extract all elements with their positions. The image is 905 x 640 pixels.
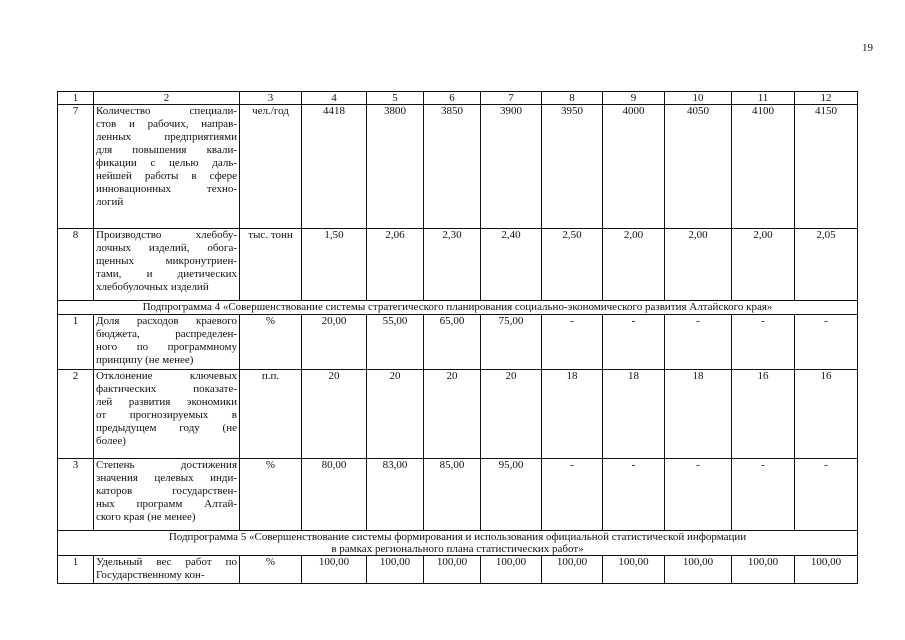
- indicator-name-line: значения целевых инди-: [96, 472, 237, 484]
- table-row: [58, 105, 858, 229]
- value-cell: 100,00: [732, 556, 795, 584]
- value-cell: 3900: [481, 105, 542, 229]
- page-number: 19: [862, 42, 873, 54]
- indicator-name-line: более): [96, 435, 126, 447]
- indicator-name-line: Государственному кон-: [96, 569, 205, 581]
- table-row: [58, 315, 858, 370]
- indicator-name-line: Количество специали-: [96, 105, 237, 117]
- value-cell: -: [732, 459, 795, 531]
- header-cell: 9: [603, 92, 665, 105]
- row-number: 7: [58, 105, 94, 229]
- value-cell: 18: [603, 370, 665, 459]
- value-cell: 20: [302, 370, 367, 459]
- value-cell: 20: [424, 370, 481, 459]
- value-cell: 4418: [302, 105, 367, 229]
- header-cell: 8: [542, 92, 603, 105]
- value-cell: 2,40: [481, 229, 542, 301]
- indicator-name: [94, 370, 240, 459]
- indicator-name-line: нейшей работы в сфере: [96, 170, 237, 182]
- header-cell: 11: [732, 92, 795, 105]
- header-cell: 10: [665, 92, 732, 105]
- value-cell: 2,05: [795, 229, 858, 301]
- value-cell: -: [665, 315, 732, 370]
- value-cell: 16: [732, 370, 795, 459]
- value-cell: 100,00: [424, 556, 481, 584]
- value-cell: -: [795, 315, 858, 370]
- indicator-name-line: хлебобулочных изделий: [96, 281, 209, 293]
- value-cell: 2,06: [367, 229, 424, 301]
- header-cell: 12: [795, 92, 858, 105]
- header-cell: 3: [240, 92, 302, 105]
- indicator-name-line: лочных изделий, обога-: [96, 242, 237, 254]
- value-cell: 2,50: [542, 229, 603, 301]
- header-cell: 2: [94, 92, 240, 105]
- indicator-name-line: ного по программному: [96, 341, 237, 353]
- header-cell: 7: [481, 92, 542, 105]
- value-cell: 3800: [367, 105, 424, 229]
- value-cell: 75,00: [481, 315, 542, 370]
- value-cell: -: [603, 459, 665, 531]
- row-number: 3: [58, 459, 94, 531]
- value-cell: -: [795, 459, 858, 531]
- indicator-name-line: бюджета, распределен-: [96, 328, 237, 340]
- section-row: [58, 301, 858, 315]
- indicator-name-line: стов и рабочих, направ-: [96, 118, 237, 130]
- indicator-name-line: каторов государствен-: [96, 485, 237, 497]
- indicator-name: [94, 315, 240, 370]
- value-cell: 4100: [732, 105, 795, 229]
- indicator-name-line: ленных предприятиями: [96, 131, 237, 143]
- value-cell: 4050: [665, 105, 732, 229]
- value-cell: 3850: [424, 105, 481, 229]
- indicator-name: [94, 556, 240, 584]
- value-cell: 4000: [603, 105, 665, 229]
- subprogram-5-title-line1: Подпрограмма 5 «Совершенствование системы формирования и использования официальной статистической информации: [168, 531, 747, 543]
- header-cell: 1: [58, 92, 94, 105]
- indicator-name-line: тами, и диетических: [96, 268, 237, 280]
- value-cell: 55,00: [367, 315, 424, 370]
- unit-cell: %: [240, 459, 302, 531]
- value-cell: 83,00: [367, 459, 424, 531]
- unit-cell: тыс. тонн: [240, 229, 302, 301]
- indicator-name-line: Удельный вес работ по: [96, 556, 237, 568]
- value-cell: 100,00: [302, 556, 367, 584]
- unit-cell: %: [240, 315, 302, 370]
- header-row: [58, 92, 858, 105]
- value-cell: 18: [665, 370, 732, 459]
- indicator-name-line: ского края (не менее): [96, 511, 196, 523]
- indicator-name-line: инновационных техно-: [96, 183, 237, 195]
- indicator-name: [94, 229, 240, 301]
- indicator-name-line: для повышения квали-: [96, 144, 237, 156]
- value-cell: 100,00: [795, 556, 858, 584]
- value-cell: 2,00: [732, 229, 795, 301]
- value-cell: 2,00: [665, 229, 732, 301]
- indicator-name-line: лей развития экономики: [96, 396, 237, 408]
- value-cell: 100,00: [665, 556, 732, 584]
- value-cell: 16: [795, 370, 858, 459]
- subprogram-5-title: [58, 531, 858, 556]
- value-cell: 4150: [795, 105, 858, 229]
- value-cell: 1,50: [302, 229, 367, 301]
- indicator-name-line: Степень достижения: [96, 459, 237, 471]
- indicator-name-line: щенных микронутриен-: [96, 255, 237, 267]
- indicator-name-line: Доля расходов краевого: [96, 315, 237, 327]
- header-cell: 6: [424, 92, 481, 105]
- unit-cell: чел./год: [240, 105, 302, 229]
- subprogram-4-title: Подпрограмма 4 «Совершенствование системы стратегического планирования социально-экономического развития Алтайского края»: [58, 301, 858, 315]
- value-cell: -: [542, 459, 603, 531]
- indicator-name-line: логий: [96, 196, 124, 208]
- row-number: 1: [58, 556, 94, 584]
- value-cell: 85,00: [424, 459, 481, 531]
- table-row: [58, 459, 858, 531]
- value-cell: 2,00: [603, 229, 665, 301]
- indicator-name-line: от прогнозируемых в: [96, 409, 237, 421]
- value-cell: -: [603, 315, 665, 370]
- value-cell: 100,00: [481, 556, 542, 584]
- value-cell: -: [542, 315, 603, 370]
- value-cell: 3950: [542, 105, 603, 229]
- indicator-name-line: Отклонение ключевых: [96, 370, 237, 382]
- value-cell: 100,00: [367, 556, 424, 584]
- subprogram-5-title-line2: в рамках регионального плана статистических работ»: [331, 543, 584, 555]
- value-cell: -: [665, 459, 732, 531]
- value-cell: 18: [542, 370, 603, 459]
- unit-cell: %: [240, 556, 302, 584]
- indicator-name-line: предыдущем году (не: [96, 422, 237, 434]
- section-row: [58, 531, 858, 556]
- table-row: [58, 556, 858, 584]
- row-number: 8: [58, 229, 94, 301]
- value-cell: 20,00: [302, 315, 367, 370]
- table-row: [58, 229, 858, 301]
- row-number: 2: [58, 370, 94, 459]
- table-row: [58, 370, 858, 459]
- header-cell: 4: [302, 92, 367, 105]
- indicator-name-line: ных программ Алтай-: [96, 498, 237, 510]
- value-cell: 100,00: [603, 556, 665, 584]
- indicators-table: [57, 91, 858, 584]
- indicator-name-line: фикации с целью даль-: [96, 157, 237, 169]
- unit-cell: п.п.: [240, 370, 302, 459]
- indicator-name: [94, 105, 240, 229]
- header-cell: 5: [367, 92, 424, 105]
- value-cell: 20: [367, 370, 424, 459]
- indicator-name-line: фактических показате-: [96, 383, 237, 395]
- indicator-name-line: Производство хлебобу-: [96, 229, 237, 241]
- row-number: 1: [58, 315, 94, 370]
- value-cell: 100,00: [542, 556, 603, 584]
- value-cell: 95,00: [481, 459, 542, 531]
- value-cell: 65,00: [424, 315, 481, 370]
- value-cell: 80,00: [302, 459, 367, 531]
- indicator-name: [94, 459, 240, 531]
- value-cell: 20: [481, 370, 542, 459]
- indicator-name-line: принципу (не менее): [96, 354, 194, 366]
- value-cell: 2,30: [424, 229, 481, 301]
- value-cell: -: [732, 315, 795, 370]
